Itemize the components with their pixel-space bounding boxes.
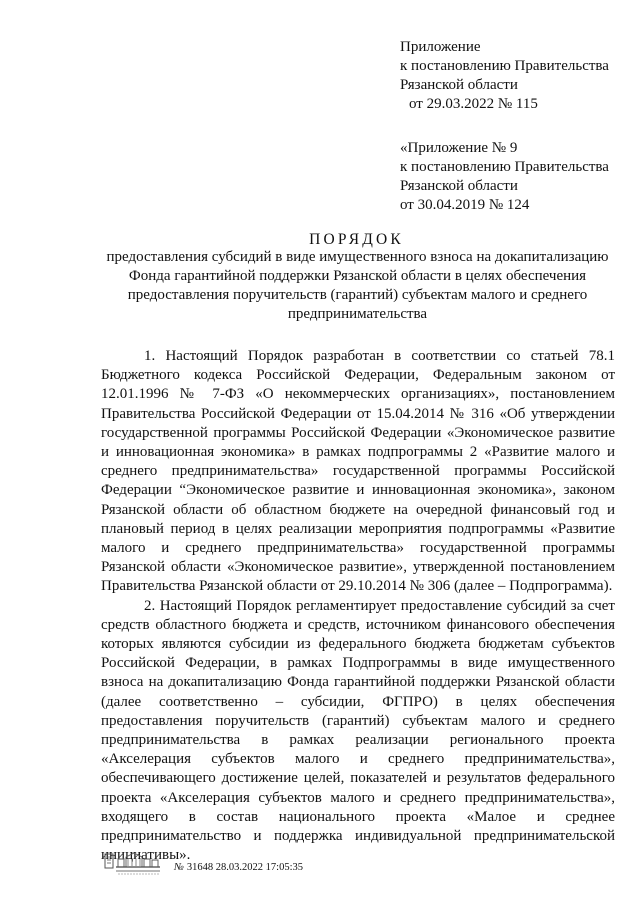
registry-stamp-icon — [104, 849, 162, 877]
document-subtitle: предоставления субсидий в виде имущественного взноса на докапитализацию Фонда гарантийной поддержки Рязанской области в целях обеспечения предоставления поручительств (гарантий) субъектам малого и среднего предпринимательства — [106, 249, 609, 322]
attachment-line: от 30.04.2019 № 124 — [400, 197, 530, 213]
attachment-line: от 29.03.2022 № 115 — [409, 96, 538, 112]
document-body — [101, 347, 615, 865]
paragraph: 1. Настоящий Порядок разработан в соответствии со статьей 78.1 Бюджетного кодекса Российской Федерации, Федеральным законом от 12.01.1996 № 7-ФЗ «О некоммерческих организациях», постановлением Правительства Российской Федерации от 15.04.2014 № 316 «Об утверждении государственной программы Российской Федерации «Экономическое развитие и инновационная экономика» в рамках подпрограммы 2 «Развитие малого и среднего предпринимательства» государственной программы Российской Федерации “Экономическое развитие и инновационная экономика», законом Рязанской области об областном бюджете на очередной финансовый год и плановый период в целях реализации мероприятия подпрограммы «Развитие малого и среднего предпринимательства» государственной программы Рязанской области «Экономическое развитие», утвержденной постановлением Правительства Рязанской области от 29.10.2014 № 306 (далее – Подпрограмма). — [101, 348, 615, 595]
registration-number-date: 31648 28.03.2022 17:05:35 — [186, 862, 303, 873]
attachment-line: к постановлению Правительства — [400, 159, 609, 175]
attachment-line: к постановлению Правительства — [400, 58, 609, 74]
original-attachment-header — [400, 139, 609, 215]
registration-number-sign: № — [174, 862, 184, 873]
attachment-line: «Приложение № 9 — [400, 140, 518, 156]
attachment-header — [400, 38, 609, 114]
attachment-line: Рязанской области — [400, 178, 518, 194]
paragraph: 2. Настоящий Порядок регламентирует предоставление субсидий за счет средств областного бюджета и средств, источником финансового обеспечения которых являются субсидии из федерального бюджета бюджетам субъектов Российской Федерации, в рамках Подпрограммы в виде имущественного взноса на докапитализацию Фонда гарантийной поддержки Рязанской области (далее соответственно – субсидии, ФГПРО) в целях обеспечения предоставления поручительств (гарантий) субъектам малого и среднего предпринимательства в рамках реализации регионального проекта «Акселерация субъектов малого и среднего предпринимательства», обеспечивающего достижение целей, показателей и результатов федерального проекта «Акселерация субъектов малого и среднего предпринимательства», входящего в состав национального проекта «Малое и среднее предпринимательство и поддержка индивидуальной предпринимательской инициативы». — [101, 597, 615, 864]
attachment-line: Приложение — [400, 39, 481, 55]
registration-footer — [104, 849, 624, 879]
registration-stamp-text — [174, 862, 303, 873]
document-title: ПОРЯДОК — [309, 231, 404, 248]
attachment-line: Рязанской области — [400, 77, 518, 93]
